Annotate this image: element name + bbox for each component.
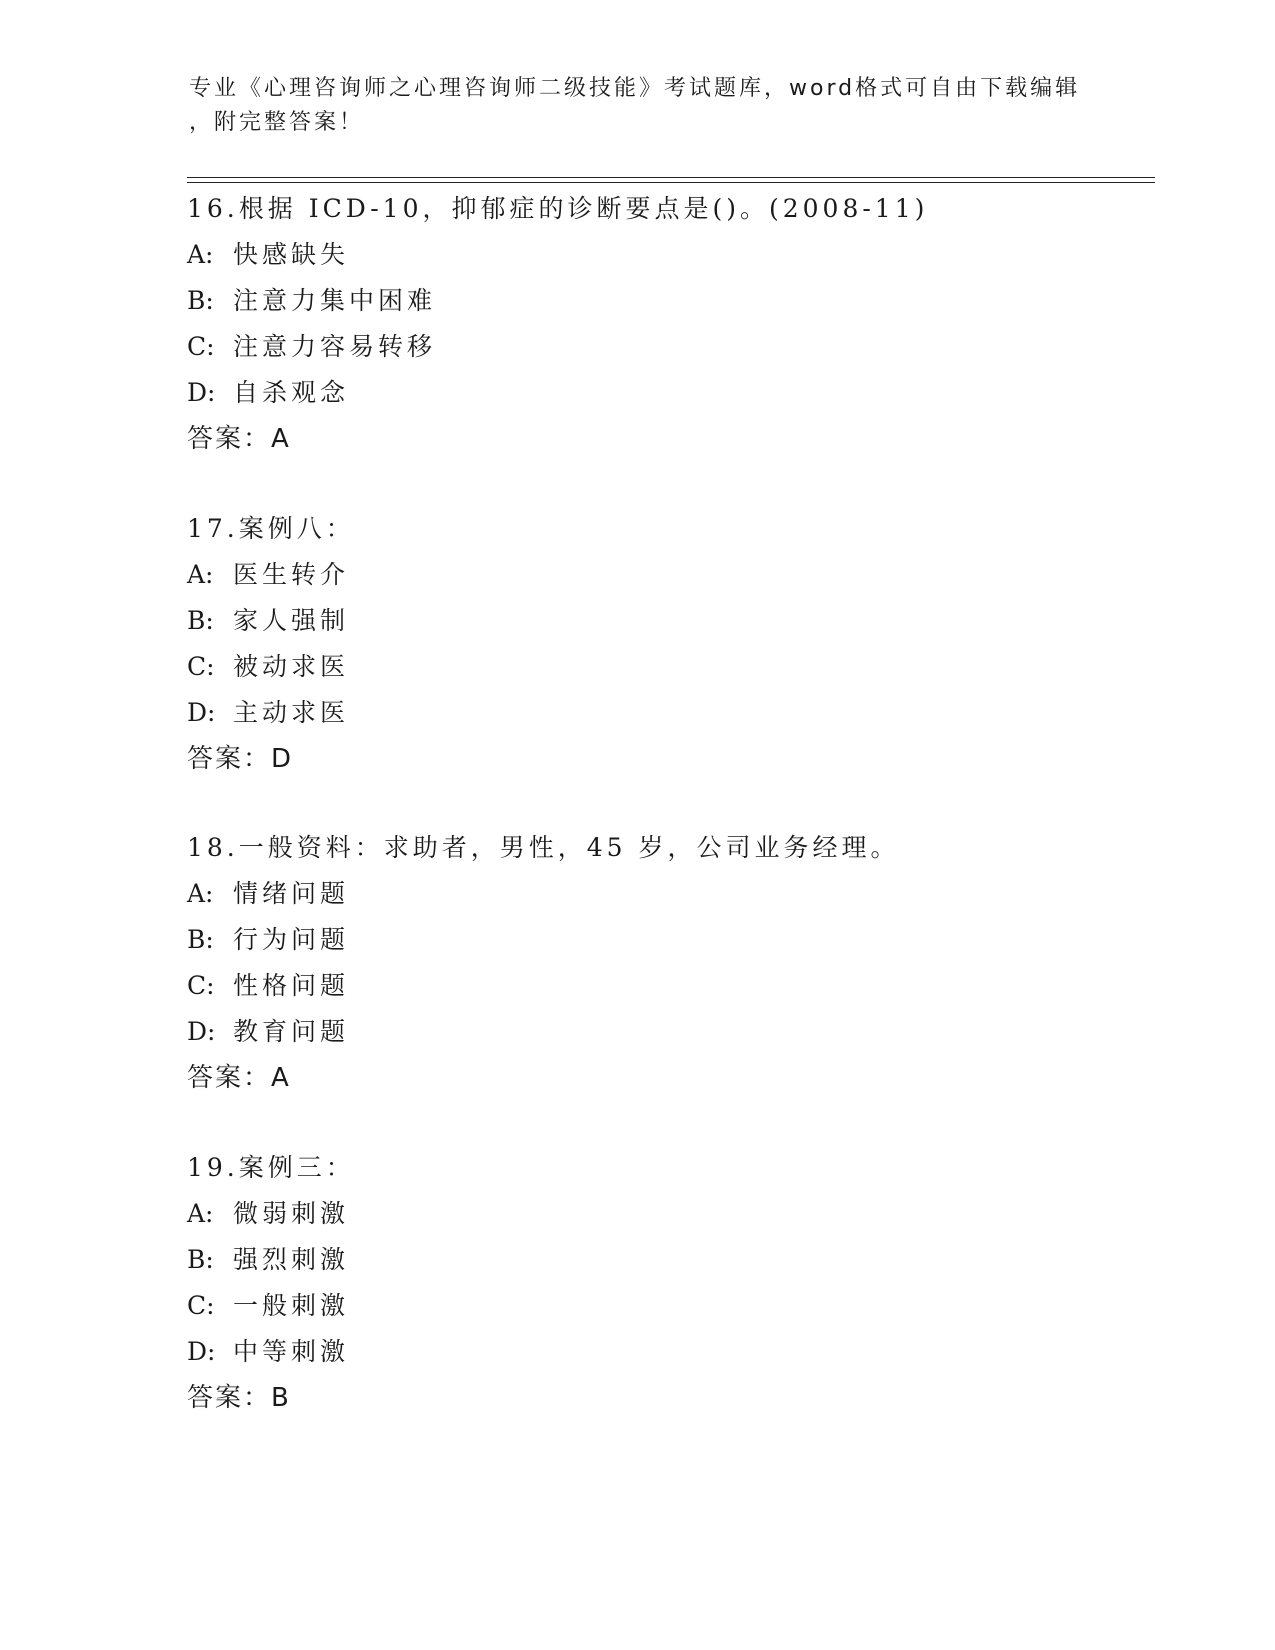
option-letter: B: (187, 1245, 214, 1274)
option-text: 自杀观念 (233, 378, 350, 407)
question-stem: 19.案例三： (187, 1153, 355, 1182)
option-b (187, 1237, 1167, 1283)
option-a (187, 552, 1167, 598)
option-letter: A: (187, 560, 214, 589)
option-letter: D: (187, 1337, 216, 1366)
option-letter: C: (187, 652, 215, 681)
option-a (187, 871, 1167, 917)
option-d (187, 370, 1167, 416)
option-letter: A: (187, 240, 214, 269)
option-letter: A: (187, 879, 214, 908)
option-text: 教育问题 (233, 1017, 350, 1046)
option-d (187, 1009, 1167, 1055)
option-text: 注意力容易转移 (233, 332, 437, 361)
option-c (187, 963, 1167, 1009)
option-text: 主动求医 (233, 698, 350, 727)
header-line-2: ，附完整答案！ (189, 110, 365, 135)
answer: 答案：A (187, 1063, 291, 1093)
answer: 答案：D (187, 744, 294, 774)
document-header (189, 72, 1089, 140)
option-text: 微弱刺激 (233, 1199, 350, 1228)
question-16 (187, 186, 1167, 462)
option-text: 一般刺激 (233, 1291, 350, 1320)
option-letter: C: (187, 332, 215, 361)
option-letter: D: (187, 1017, 216, 1046)
option-text: 被动求医 (233, 652, 350, 681)
header-divider-bottom (187, 182, 1155, 183)
option-b (187, 598, 1167, 644)
option-text: 家人强制 (233, 606, 350, 635)
option-text: 行为问题 (233, 925, 350, 954)
header-line-1: 专业《心理咨询师之心理咨询师二级技能》考试题库，word格式可自由下载编辑 (189, 76, 1081, 101)
question-stem: 18.一般资料：求助者，男性，45 岁，公司业务经理。 (187, 833, 900, 862)
option-text: 强烈刺激 (233, 1245, 350, 1274)
option-c (187, 644, 1167, 690)
option-letter: A: (187, 1199, 214, 1228)
option-text: 性格问题 (233, 971, 350, 1000)
answer: 答案：A (187, 424, 291, 454)
option-letter: D: (187, 378, 216, 407)
option-d (187, 1329, 1167, 1375)
option-a (187, 232, 1167, 278)
answer: 答案：B (187, 1383, 291, 1413)
option-letter: C: (187, 1291, 215, 1320)
option-text: 情绪问题 (233, 879, 350, 908)
option-letter: B: (187, 286, 214, 315)
header-divider-top (187, 177, 1155, 178)
option-a (187, 1191, 1167, 1237)
option-letter: C: (187, 971, 215, 1000)
option-c (187, 324, 1167, 370)
option-c (187, 1283, 1167, 1329)
option-b (187, 917, 1167, 963)
question-17 (187, 506, 1167, 782)
option-d (187, 690, 1167, 736)
option-letter: B: (187, 925, 214, 954)
option-text: 医生转介 (233, 560, 350, 589)
option-letter: B: (187, 606, 214, 635)
option-b (187, 278, 1167, 324)
option-text: 注意力集中困难 (233, 286, 437, 315)
question-18 (187, 825, 1167, 1101)
option-text: 快感缺失 (233, 240, 350, 269)
question-stem: 16.根据 ICD-10，抑郁症的诊断要点是()。(2008-11) (187, 194, 929, 223)
question-stem: 17.案例八： (187, 514, 355, 543)
option-text: 中等刺激 (233, 1337, 350, 1366)
question-19 (187, 1145, 1167, 1421)
option-letter: D: (187, 698, 216, 727)
